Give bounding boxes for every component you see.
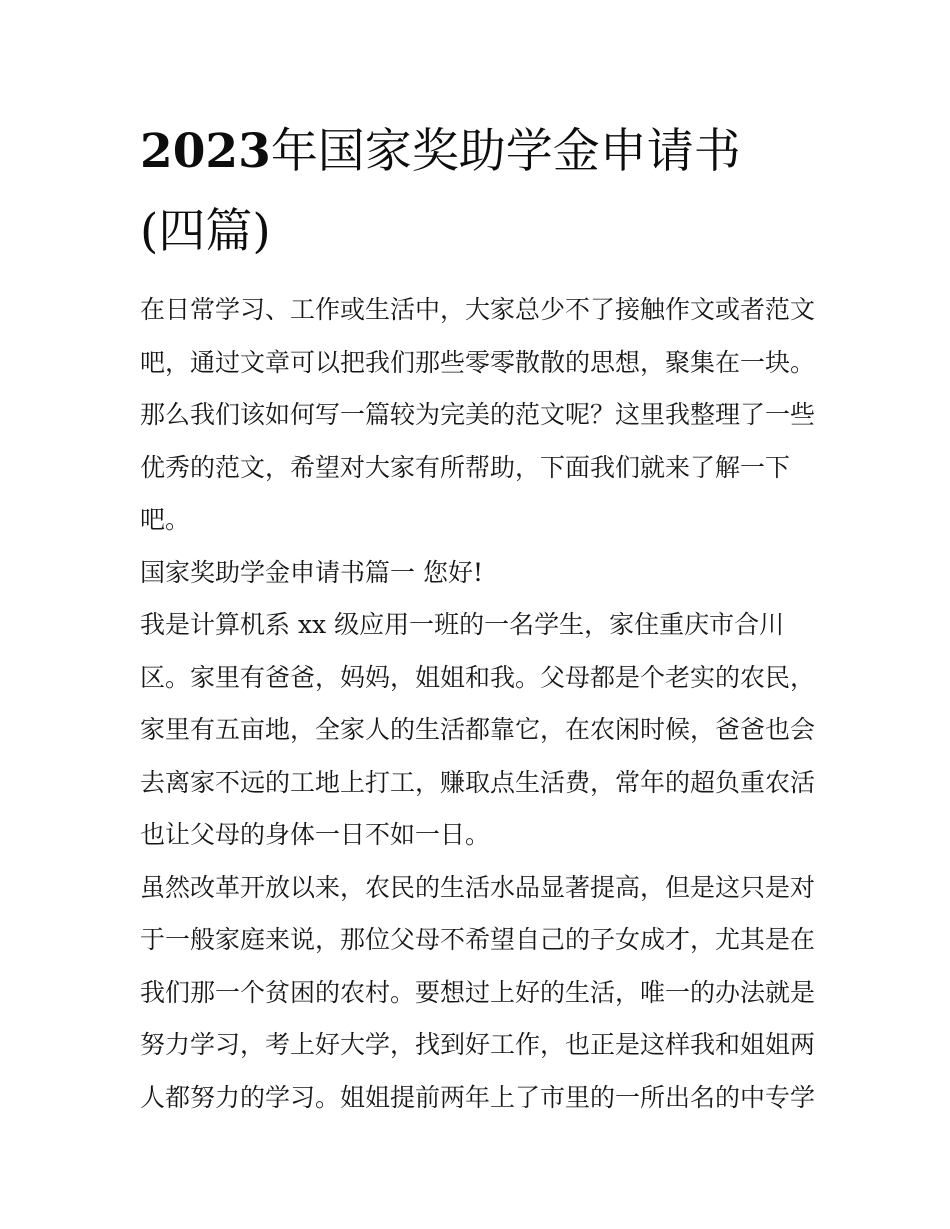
text-line: 那么我们该如何写一篇较为完美的范文呢？这里我整理了一些 <box>140 400 816 429</box>
text-line: 努力学习，考上好大学，找到好工作，也正是这样我和姐姐两 <box>140 1030 816 1059</box>
text-line: 家里有五亩地，全家人的生活都靠它，在农闲时候，爸爸也会 <box>140 715 816 744</box>
text-line: 国家奖助学金申请书篇一 您好! <box>140 557 483 587</box>
document-content <box>140 112 816 1124</box>
document-body <box>140 284 816 1124</box>
title-year: 2023 <box>140 124 271 179</box>
section-heading <box>140 547 812 600</box>
title-line-2: (四篇) <box>140 204 271 259</box>
text-line: 于一般家庭来说，那位父母不希望自己的子女成才，尤其是在 <box>140 925 816 954</box>
document-title <box>140 112 812 272</box>
text-line: 虽然改革开放以来，农民的生活水品显著提高，但是这只是对 <box>140 872 816 902</box>
text-line: 吧，通过文章可以把我们那些零零散散的思想，聚集在一块。 <box>140 347 816 377</box>
text-line: 也让父母的身体一日不如一日。 <box>140 820 491 849</box>
text-line: 优秀的范文，希望对大家有所帮助，下面我们就来了解一下 <box>140 452 791 482</box>
text-line: 吧。 <box>140 505 191 534</box>
text-line: 人都努力的学习。姐姐提前两年上了市里的一所出名的中专学 <box>140 1082 816 1112</box>
title-text: 年国家奖助学金申请书 <box>270 124 741 179</box>
title-line-1 <box>140 112 812 192</box>
paragraph-study <box>140 862 816 1125</box>
text-line: 我是计算机系 xx 级应用一班的一名学生，家住重庆市合川 <box>140 610 785 639</box>
text-line: 我们那一个贫困的农村。要想过上好的生活，唯一的办法就是 <box>140 977 816 1007</box>
text-line: 在日常学习、工作或生活中，大家总少不了接触作文或者范文 <box>140 295 816 324</box>
paragraph-intro <box>140 284 816 547</box>
paragraph-family <box>140 599 816 862</box>
text-line: 区。家里有爸爸，妈妈，姐姐和我。父母都是个老实的农民， <box>140 662 816 692</box>
text-line: 去离家不远的工地上打工，赚取点生活费，常年的超负重农活 <box>140 767 816 797</box>
